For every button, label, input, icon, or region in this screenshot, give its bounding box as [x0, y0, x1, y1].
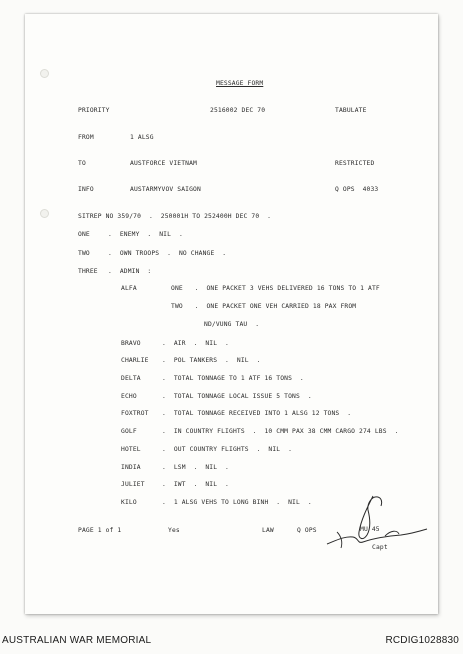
precedence-value: TABULATE: [335, 107, 367, 114]
item-text: . 1 ALSG VEHS TO LONG BINH . NIL .: [162, 499, 312, 506]
qops-field: Q OPS: [297, 527, 317, 534]
classification: RESTRICTED: [335, 160, 375, 167]
alfa-label: ALFA: [121, 285, 137, 292]
item-text: . TOTAL TONNAGE LOCAL ISSUE 5 TONS .: [162, 393, 312, 400]
item-text: . TOTAL TONNAGE TO 1 ATF 16 TONS .: [162, 375, 304, 382]
alfa-two-text: TWO . ONE PACKET ONE VEH CARRIED 18 PAX FROM: [171, 303, 357, 310]
item-label: CHARLIE: [121, 357, 149, 364]
item-label: BRAVO: [121, 340, 141, 347]
archive-record-id: RCDIG1028830: [385, 635, 459, 646]
para-two-text: . OWN TROOPS . NO CHANGE .: [108, 250, 227, 257]
item-label: INDIA: [121, 464, 141, 471]
archive-institution: AUSTRALIAN WAR MEMORIAL: [2, 635, 152, 646]
item-label: GOLF: [121, 428, 137, 435]
item-text: . TOTAL TONNAGE RECEIVED INTO 1 ALSG 12 TONS .: [162, 410, 352, 417]
item-text: . LSM . NIL .: [162, 464, 229, 471]
item-text: . IN COUNTRY FLIGHTS . 10 CMM PAX 38 CMM CARGO 274 LBS .: [162, 428, 399, 435]
para-two-label: TWO: [78, 250, 90, 257]
to-label: TO: [78, 160, 86, 167]
rank-text: Capt: [372, 544, 388, 551]
reference: Q OPS 4033: [335, 186, 379, 193]
yes-field: Yes: [168, 527, 180, 534]
page-number: PAGE 1 of 1: [78, 527, 122, 534]
para-three-text: . ADMIN :: [108, 268, 152, 275]
para-one-label: ONE: [78, 231, 90, 238]
item-label: HOTEL: [121, 446, 141, 453]
item-text: . AIR . NIL .: [162, 340, 229, 347]
info-label: INFO: [78, 186, 94, 193]
item-text: . IWT . NIL .: [162, 481, 229, 488]
item-label: FOXTROT: [121, 410, 149, 417]
priority-label: PRIORITY: [78, 107, 110, 114]
item-label: JULIET: [121, 481, 145, 488]
form-title: MESSAGE FORM: [216, 80, 264, 87]
alfa-one-text: ONE . ONE PACKET 3 VEHS DELIVERED 16 TONS TO 1 ATF: [171, 285, 380, 292]
handwritten-signature: [323, 492, 433, 554]
item-label: ECHO: [121, 393, 137, 400]
to-value: AUSTFORCE VIETNAM: [130, 160, 197, 167]
sitrep-line: SITREP NO 359/70 . 250001H TO 252400H DEC 70 .: [78, 213, 272, 220]
para-three-label: THREE: [78, 268, 98, 275]
info-value: AUSTARMYVOV SAIGON: [130, 186, 201, 193]
alfa-two-continued: ND/VUNG TAU .: [204, 321, 260, 328]
from-value: 1 ALSG: [130, 134, 154, 141]
from-label: FROM: [78, 134, 94, 141]
item-label: KILO: [121, 499, 137, 506]
para-one-text: . ENEMY . NIL .: [108, 231, 183, 238]
item-text: . OUT COUNTRY FLIGHTS . NIL .: [162, 446, 293, 453]
date-time-group: 2516002 DEC 70: [210, 107, 266, 114]
punch-hole: [40, 69, 49, 78]
item-label: DELTA: [121, 375, 141, 382]
punch-hole: [40, 209, 49, 218]
stamp-text: MU 45: [360, 526, 380, 533]
law-field: LAW: [262, 527, 274, 534]
item-text: . POL TANKERS . NIL .: [162, 357, 261, 364]
